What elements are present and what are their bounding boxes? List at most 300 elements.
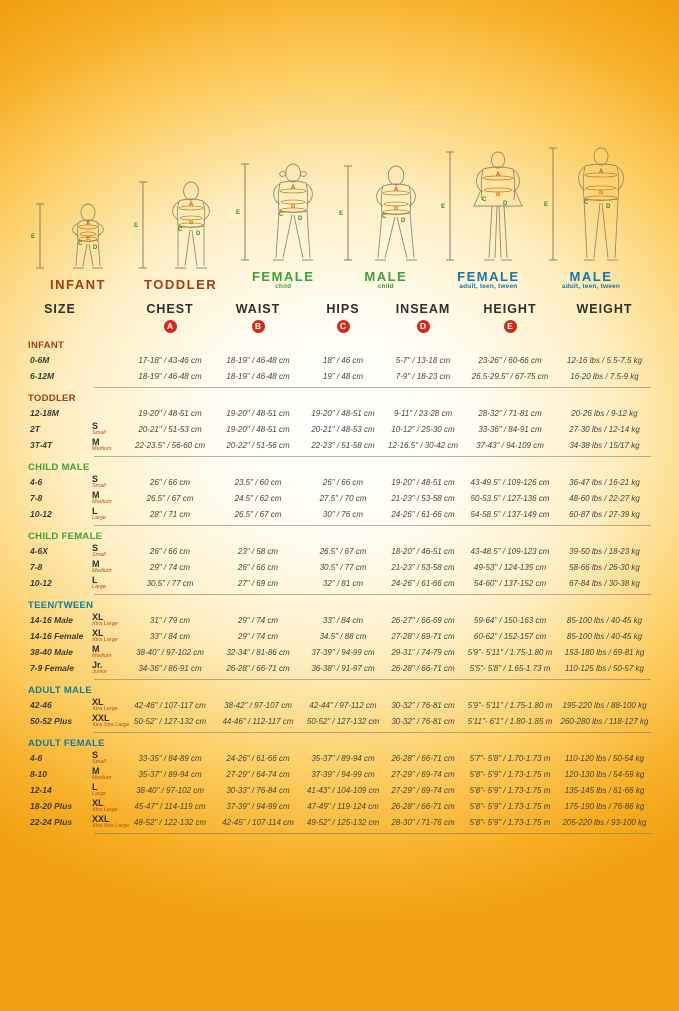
height-ruler	[446, 152, 454, 260]
cell-hips: 42-44" / 97-112 cm	[309, 700, 377, 710]
cell-waist: 26" / 66 cm	[237, 562, 279, 572]
cell-inseam: 9-11" / 23-28 cm	[393, 408, 453, 418]
cell-inseam: 29-31" / 74-79 cm	[391, 647, 455, 657]
cell-weight: 153-180 lbs / 69-81 kg	[564, 647, 645, 657]
cell-chest: 22-23.5" / 56-60 cm	[135, 440, 205, 450]
letter-size-name: Xtra Large	[92, 706, 118, 712]
cell-chest: 34-36" / 86-91 cm	[138, 663, 202, 673]
cell-height: 43-49.5" / 109-126 cm	[470, 477, 550, 487]
cell-inseam: 27-29" / 69-74 cm	[391, 785, 455, 795]
cell-height: 26.5-29.5" / 67-75 cm	[471, 371, 549, 381]
table-section	[28, 532, 651, 595]
cell-chest: 50-52" / 127-132 cm	[133, 716, 207, 726]
section-divider	[94, 732, 651, 733]
cell-inseam: 28-30" / 71-76 cm	[391, 817, 455, 827]
cell-inseam: 24-26" / 61-66 cm	[391, 578, 455, 588]
cell-waist: 19-20" / 48-51 cm	[226, 424, 290, 434]
cell-waist: 29" / 74 cm	[237, 615, 279, 625]
ruler-letter-e: E	[31, 234, 36, 240]
col-header-height: HEIGHT	[483, 302, 537, 316]
letter-size-code: S	[92, 474, 99, 484]
table-row	[28, 405, 651, 421]
cell-inseam: 18-20" / 46-51 cm	[391, 546, 455, 556]
section-title: TODDLER	[28, 393, 76, 404]
height-ruler	[344, 166, 352, 260]
col-header-inseam: INSEAM	[395, 302, 451, 316]
cell-weight: 48-60 lbs / 22-27 kg	[569, 493, 640, 503]
svg-text:B: B	[393, 206, 399, 212]
table-section	[28, 739, 651, 834]
cell-weight: 12-16 lbs / 5.5-7.5 kg	[566, 355, 643, 365]
svg-text:C: C	[381, 214, 387, 220]
svg-text:B: B	[496, 192, 501, 198]
cell-chest: 29" / 74 cm	[149, 562, 191, 572]
cell-height: 5'8"- 5'9" / 1.73-1.75 m	[469, 801, 551, 811]
cell-height: 28-32" / 71-81 cm	[478, 408, 542, 418]
cell-waist: 23" / 58 cm	[237, 546, 279, 556]
svg-text:D: D	[605, 204, 611, 210]
table-row	[28, 814, 651, 830]
cell-chest: 38-40" / 97-102 cm	[136, 785, 204, 795]
cell-size-range: 38-40 Male	[30, 646, 73, 657]
figure-infant	[30, 150, 126, 291]
cell-weight: 195-220 lbs / 88-100 kg	[562, 700, 647, 710]
cell-weight: 120-130 lbs / 54-59 kg	[564, 769, 645, 779]
table-row	[28, 474, 651, 490]
cell-letter-size	[92, 799, 126, 813]
size-table-body	[28, 341, 651, 834]
cell-chest: 31" / 79 cm	[149, 615, 191, 625]
cell-letter-size	[92, 645, 126, 659]
cell-waist: 42-45" / 107-114 cm	[222, 817, 294, 827]
cell-letter-size	[92, 751, 126, 765]
col-header-weight: WEIGHT	[576, 302, 633, 316]
cell-inseam: 27-28" / 69-71 cm	[391, 631, 455, 641]
table-row	[28, 750, 651, 766]
marker-badge-c: C	[337, 320, 350, 333]
cell-height: 5'9"- 5'11" / 1.75-1.80 m	[467, 647, 553, 657]
svg-text:C: C	[177, 227, 182, 233]
cell-letter-size	[92, 613, 126, 627]
cell-height: 5'8"- 5'9" / 1.73-1.75 m	[469, 785, 551, 795]
section-title: ADULT MALE	[28, 685, 93, 696]
letter-size-name: Xtra Large	[92, 621, 118, 627]
body-outline	[474, 152, 522, 260]
letter-size-code: XL	[92, 798, 104, 808]
cell-weight: 85-100 lbs / 40-45 kg	[566, 615, 643, 625]
col-header-spacer	[92, 301, 126, 317]
table-row	[28, 697, 651, 713]
cell-hips: 49-52" / 125-132 cm	[306, 817, 380, 827]
col-header-chest: CHEST	[146, 302, 194, 316]
cell-letter-size	[92, 475, 126, 489]
cell-inseam: 26-28" / 66-71 cm	[391, 753, 455, 763]
cell-waist: 32-34" / 81-86 cm	[226, 647, 290, 657]
figure-marker-letters	[482, 172, 508, 207]
section-divider	[94, 679, 651, 680]
cell-weight: 39-50 lbs / 18-23 kg	[569, 546, 640, 556]
cell-chest: 18-19" / 46-48 cm	[138, 371, 202, 381]
cell-weight: 20-26 lbs / 9-12 kg	[571, 408, 638, 418]
ruler-letter-e: E	[441, 204, 446, 210]
svg-text:A: A	[393, 187, 399, 193]
cell-size-range: 4-6	[30, 752, 43, 763]
table-row	[28, 543, 651, 559]
cell-weight: 16-20 lbs / 7.5-9 kg	[570, 371, 639, 381]
cell-letter-size	[92, 576, 126, 590]
cell-waist: 18-19" / 46-48 cm	[226, 355, 290, 365]
cell-height: 5'9"- 5'11" / 1.75-1.80 m	[467, 700, 553, 710]
figure-adult-male-illustration	[543, 142, 639, 268]
cell-letter-size	[92, 544, 126, 558]
table-row	[28, 437, 651, 453]
marker-cell	[214, 318, 302, 335]
section-divider	[94, 594, 651, 595]
letter-size-code: Jr.	[92, 660, 103, 670]
letter-size-name: Small	[92, 759, 106, 765]
cell-size-range: 4-6X	[30, 545, 48, 556]
cell-hips: 50-52" / 127-132 cm	[306, 716, 380, 726]
cell-inseam: 7-9" / 18-23 cm	[395, 371, 451, 381]
cell-letter-size	[92, 698, 126, 712]
cell-hips: 19-20" / 48-51 cm	[311, 408, 375, 418]
cell-hips: 18" / 46 cm	[322, 355, 364, 365]
cell-waist: 38-42" / 97-107 cm	[224, 700, 292, 710]
cell-hips: 37-39" / 94-99 cm	[311, 769, 375, 779]
cell-hips: 19" / 48 cm	[322, 371, 364, 381]
cell-letter-size	[92, 767, 126, 781]
svg-text:A: A	[496, 172, 501, 178]
cell-hips: 32" / 81 cm	[322, 578, 364, 588]
cell-waist: 24-26" / 61-66 cm	[226, 753, 290, 763]
cell-letter-size	[92, 422, 126, 436]
cell-chest: 35-37" / 89-94 cm	[138, 769, 202, 779]
cell-hips: 34.5" / 88 cm	[319, 631, 367, 641]
letter-size-name: Large	[92, 515, 107, 521]
cell-inseam: 12-16.5" / 30-42 cm	[388, 440, 458, 450]
svg-text:C: C	[78, 241, 83, 247]
figure-sublabel: child	[377, 283, 394, 290]
table-row	[28, 798, 651, 814]
cell-hips: 47-49" / 119-124 cm	[307, 801, 379, 811]
cell-letter-size	[92, 814, 130, 829]
cell-chest: 42-46" / 107-117 cm	[134, 700, 206, 710]
svg-text:D: D	[400, 218, 406, 224]
cell-size-range: 7-8	[30, 561, 43, 572]
letter-size-name: Large	[92, 791, 107, 797]
letter-size-name: Xtra Xtra Large	[92, 722, 130, 728]
table-section	[28, 601, 651, 680]
cell-weight: 205-220 lbs / 93-100 kg	[562, 817, 647, 827]
letter-size-name: Medium	[92, 446, 112, 452]
cell-hips: 33" / 84 cm	[322, 615, 364, 625]
table-row	[28, 660, 651, 676]
cell-hips: 37-39" / 94-99 cm	[311, 647, 375, 657]
cell-chest: 19-20" / 48-51 cm	[138, 408, 202, 418]
letter-size-code: S	[92, 543, 99, 553]
letter-size-name: Medium	[92, 499, 112, 505]
letter-size-name: Small	[92, 430, 106, 436]
cell-height: 5'5"- 5'8" / 1.65-1.73 m	[469, 663, 551, 673]
section-divider	[94, 387, 651, 388]
cell-waist: 27-29" / 64-74 cm	[226, 769, 290, 779]
letter-size-code: XL	[92, 628, 104, 638]
cell-size-range: 14-16 Female	[30, 630, 84, 641]
table-row	[28, 421, 651, 437]
cell-hips: 22-23" / 51-58 cm	[311, 440, 375, 450]
marker-badge-d: D	[417, 320, 430, 333]
cell-waist: 24.5" / 62 cm	[234, 493, 282, 503]
cell-waist: 44-46" / 112-117 cm	[222, 716, 294, 726]
marker-cell-empty	[28, 318, 92, 335]
cell-size-range: 42-46	[30, 699, 52, 710]
figure-infant-illustration	[30, 150, 126, 276]
figure-label: MALE	[569, 269, 613, 284]
body-outline	[375, 166, 417, 260]
cell-weight: 135-145 lbs / 61-66 kg	[564, 785, 645, 795]
cell-height: 23-26" / 60-66 cm	[478, 355, 542, 365]
cell-height: 59-64" / 150-163 cm	[473, 615, 547, 625]
cell-waist: 30-33" / 76-84 cm	[226, 785, 290, 795]
cell-weight: 60-87 lbs / 27-39 kg	[569, 509, 640, 519]
cell-height: 60-62" / 152-157 cm	[473, 631, 547, 641]
cell-waist: 18-19" / 46-48 cm	[226, 371, 290, 381]
table-row	[28, 628, 651, 644]
cell-hips: 20-21" / 48-53 cm	[311, 424, 375, 434]
cell-size-range: 50-52 Plus	[30, 715, 73, 726]
letter-size-code: M	[92, 490, 100, 500]
cell-inseam: 26-28" / 66-71 cm	[391, 801, 455, 811]
figure-label: MALE	[364, 269, 408, 284]
cell-letter-size	[92, 491, 126, 505]
figure-child-male	[338, 142, 434, 291]
table-row	[28, 766, 651, 782]
letter-size-name: Small	[92, 552, 106, 558]
marker-cell	[302, 318, 384, 335]
figure-adult-female-illustration	[440, 142, 536, 268]
cell-size-range: 12-18M	[30, 407, 59, 418]
svg-text:C: C	[279, 212, 284, 218]
cell-hips: 30.5" / 77 cm	[319, 562, 367, 572]
svg-text:A: A	[598, 169, 604, 175]
marker-badge-a: A	[164, 320, 177, 333]
cell-inseam: 10-12" / 25-30 cm	[391, 424, 455, 434]
table-row	[28, 782, 651, 798]
cell-height: 49-53" / 124-135 cm	[473, 562, 547, 572]
height-ruler	[241, 164, 249, 260]
size-table	[28, 301, 651, 834]
cell-weight: 260-280 lbs / 118-127 kg	[560, 716, 649, 726]
table-row	[28, 506, 651, 522]
cell-height: 5'11"- 6'1" / 1.80-1.85 m	[467, 716, 553, 726]
svg-text:A: A	[291, 185, 296, 191]
cell-chest: 26" / 66 cm	[149, 477, 191, 487]
table-header-row	[28, 301, 651, 317]
letter-size-code: M	[92, 644, 100, 654]
ruler-letter-e: E	[338, 211, 343, 217]
cell-size-range: 2T	[30, 423, 40, 434]
cell-waist: 19-20" / 48-51 cm	[226, 408, 290, 418]
cell-letter-size	[92, 629, 126, 643]
cell-weight: 67-84 lbs / 30-38 kg	[569, 578, 640, 588]
letter-size-name: Xtra Xtra Large	[92, 823, 130, 829]
cell-size-range: 6-12M	[30, 370, 55, 381]
cell-weight: 175-190 lbs / 76-86 kg	[564, 801, 645, 811]
table-section	[28, 686, 651, 733]
cell-inseam: 27-29" / 69-74 cm	[391, 769, 455, 779]
svg-text:D: D	[93, 245, 98, 251]
cell-inseam: 30-32" / 76-81 cm	[391, 700, 455, 710]
cell-chest: 33" / 84 cm	[149, 631, 191, 641]
cell-size-range: 8-10	[30, 768, 48, 779]
cell-size-range: 3T-4T	[30, 439, 53, 450]
cell-inseam: 19-20" / 48-51 cm	[391, 477, 455, 487]
cell-height: 5'8"- 5'9" / 1.73-1.75 m	[469, 769, 551, 779]
cell-size-range: 7-9 Female	[30, 662, 74, 673]
cell-weight: 34-38 lbs / 15/17 kg	[569, 440, 640, 450]
cell-weight: 36-47 lbs / 16-21 kg	[569, 477, 640, 487]
figure-sublabel: child	[275, 283, 292, 290]
table-row	[28, 612, 651, 628]
cell-height: 54-58.5" / 137-149 cm	[470, 509, 550, 519]
letter-size-name: Medium	[92, 568, 112, 574]
cell-chest: 28" / 71 cm	[149, 509, 191, 519]
letter-size-code: L	[92, 575, 98, 585]
cell-hips: 27.5" / 70 cm	[319, 493, 367, 503]
svg-text:A: A	[86, 221, 91, 227]
cell-chest: 26.5" / 67 cm	[146, 493, 194, 503]
letter-size-name: Medium	[92, 775, 112, 781]
cell-hips: 30" / 76 cm	[322, 509, 364, 519]
cell-hips: 36-38" / 91-97 cm	[311, 663, 375, 673]
table-row	[28, 713, 651, 729]
cell-waist: 23.5" / 60 cm	[234, 477, 282, 487]
letter-size-code: L	[92, 506, 98, 516]
height-ruler	[36, 204, 44, 268]
cell-waist: 37-39" / 94-99 cm	[226, 801, 290, 811]
table-section	[28, 394, 651, 457]
figure-label: INFANT	[50, 277, 106, 292]
svg-text:B: B	[188, 220, 193, 226]
cell-inseam: 21-23" / 53-58 cm	[391, 493, 455, 503]
cell-waist: 26.5" / 67 cm	[234, 509, 282, 519]
cell-weight: 58-66 lbs / 26-30 kg	[569, 562, 640, 572]
marker-cell	[462, 318, 558, 335]
cell-size-range: 18-20 Plus	[30, 800, 73, 811]
cell-hips: 26" / 66 cm	[322, 477, 364, 487]
cell-weight: 110-120 lbs / 50-54 kg	[564, 753, 644, 763]
cell-letter-size	[92, 783, 126, 797]
cell-hips: 41-43" / 104-109 cm	[306, 785, 380, 795]
section-title: CHILD MALE	[28, 462, 90, 473]
cell-letter-size	[92, 438, 126, 452]
figure-toddler	[133, 150, 229, 291]
marker-badge-e: E	[504, 320, 517, 333]
letter-size-code: XXL	[92, 713, 110, 723]
marker-cell	[384, 318, 462, 335]
letter-size-name: Xtra Large	[92, 637, 118, 643]
measure-bands	[483, 176, 513, 192]
letter-size-code: S	[92, 421, 99, 431]
marker-cell	[126, 318, 214, 335]
cell-chest: 45-47" / 114-119 cm	[134, 801, 206, 811]
table-row	[28, 559, 651, 575]
section-divider	[94, 456, 651, 457]
cell-waist: 29" / 74 cm	[237, 631, 279, 641]
cell-waist: 26-28" / 66-71 cm	[226, 663, 290, 673]
section-title: INFANT	[28, 340, 65, 351]
marker-cell-empty	[558, 318, 651, 335]
svg-text:D: D	[195, 231, 200, 237]
ruler-letter-e: E	[133, 223, 138, 229]
figure-adult-male	[543, 142, 639, 291]
table-section	[28, 463, 651, 526]
cell-size-range: 14-16 Male	[30, 614, 73, 625]
figure-label: TODDLER	[144, 277, 218, 292]
cell-hips: 35-37" / 89-94 cm	[311, 753, 375, 763]
height-ruler	[549, 148, 557, 260]
col-header-size: SIZE	[44, 302, 76, 316]
table-row	[28, 352, 651, 368]
size-chart-page	[0, 142, 679, 1011]
cell-height: 33-36" / 84-91 cm	[478, 424, 542, 434]
figure-label: FEMALE	[457, 269, 520, 284]
cell-height: 54-60" / 137-152 cm	[473, 578, 547, 588]
cell-height: 37-43" / 94-109 cm	[476, 440, 544, 450]
cell-weight: 110-125 lbs / 50-57 kg	[564, 663, 644, 673]
letter-size-code: XXL	[92, 814, 110, 824]
figure-child-female-illustration	[235, 142, 331, 268]
cell-inseam: 30-32" / 76-81 cm	[391, 716, 455, 726]
cell-height: 50-53.5" / 127-136 cm	[470, 493, 550, 503]
table-row	[28, 644, 651, 660]
figure-label: FEMALE	[251, 269, 315, 284]
table-row	[28, 368, 651, 384]
letter-size-code: M	[92, 437, 100, 447]
cell-size-range: 4-6	[30, 476, 43, 487]
cell-letter-size	[92, 560, 126, 574]
cell-letter-size	[92, 713, 130, 728]
cell-waist: 20-22" / 51-56 cm	[226, 440, 290, 450]
col-header-hips: HIPS	[326, 302, 360, 316]
cell-waist: 27" / 69 cm	[237, 578, 279, 588]
svg-text:A: A	[188, 202, 193, 208]
table-row	[28, 490, 651, 506]
cell-letter-size	[92, 507, 126, 521]
cell-inseam: 24-26" / 61-66 cm	[391, 509, 455, 519]
cell-size-range: 10-12	[30, 577, 52, 588]
cell-chest: 30.5" / 77 cm	[146, 578, 194, 588]
letter-size-code: XL	[92, 697, 104, 707]
cell-hips: 26.5" / 67 cm	[319, 546, 367, 556]
letter-size-code: M	[92, 766, 100, 776]
figure-sublabel: adult, teen, tween	[459, 283, 518, 290]
letter-size-code: M	[92, 559, 100, 569]
letter-size-name: Xtra Large	[92, 807, 118, 813]
cell-size-range: 0-6M	[30, 354, 50, 365]
cell-chest: 17-18" / 43-46 cm	[138, 355, 202, 365]
cell-chest: 20-21" / 51-53 cm	[138, 424, 202, 434]
letter-size-name: Junior	[92, 669, 107, 675]
svg-text:B: B	[291, 204, 296, 210]
cell-height: 5'7"- 5'8" / 1.70-1.73 m	[469, 753, 551, 763]
figure-child-female	[235, 142, 331, 291]
cell-chest: 48-52" / 122-132 cm	[133, 817, 207, 827]
svg-text:C: C	[482, 197, 487, 203]
cell-inseam: 26-27" / 66-69 cm	[391, 615, 455, 625]
section-divider	[94, 525, 651, 526]
letter-size-code: L	[92, 782, 98, 792]
